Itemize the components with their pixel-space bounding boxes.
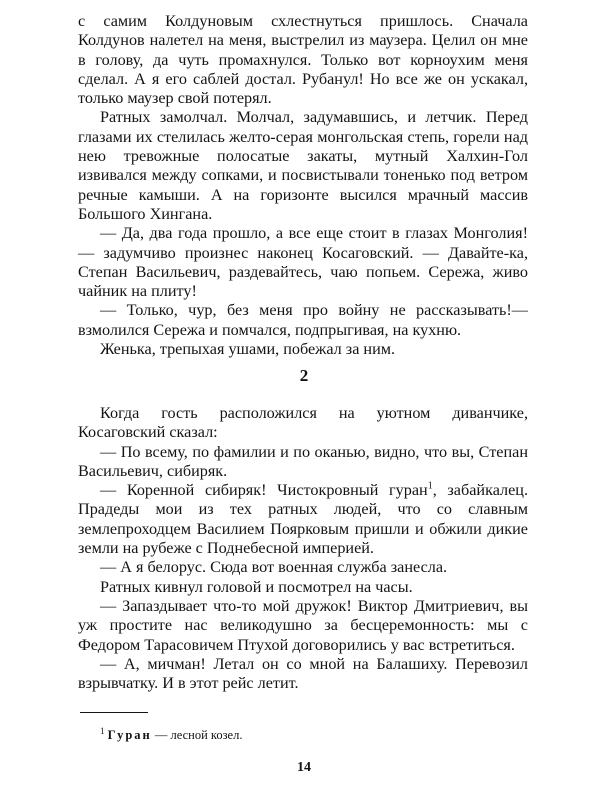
paragraph: с самим Колдуновым схлестнуться пришлось. Сначала Колдунов налетел на меня, выстрелил из маузера. Целил он мне в голову, да чуть промахнулся. Только вот корноухим меня сделал. А я его саблей достал. Рубанул! Но все же он ускакал, только маузер свой потерял. [78, 12, 528, 108]
paragraph-with-footnote [78, 481, 528, 558]
paragraph: — Запаздывает что-то мой дружок! Виктор Дмитриевич, вы уж простите нас великодушно за бесцеремонность: мы с Федором Тарасовичем Птухой договорились у вас встретиться. [78, 596, 528, 654]
chapter-number: 2 [299, 366, 309, 385]
paragraph: — А я белорус. Сюда вот военная служба занесла. [100, 558, 448, 577]
footnote-mark: 1 [100, 725, 105, 736]
text-block-top [78, 12, 528, 359]
paragraph: — А, мичман! Летал он со мной на Балашиху. Перевозил взрывчатку. И в этот рейс летит. [78, 654, 528, 693]
paragraph-text: — Коренной сибиряк! Чистокровный гуран [100, 481, 428, 500]
paragraph: Когда гость расположился на уютном диванчике, Косаговский сказал: [78, 404, 528, 442]
footnote-term: Гуран [107, 728, 152, 742]
footnote-reference: 1 [427, 480, 433, 492]
paragraph-text: , забайкалец. Прадеды мои из тех ратных людей, что со славным землепроходцем Василием Поярковым пришли и обжили дикие земли на рубеже с Поднебесной империей. [78, 481, 528, 558]
footnote [100, 725, 243, 743]
paragraph: — Только, чур, без меня про войну не рассказывать!— взмолился Сережа и помчался, подпрыгивая, на кухню. [78, 301, 528, 339]
footnote-definition: — лесной козел. [151, 728, 243, 742]
paragraph: Женька, трепыхая ушами, побежал за ним. [100, 340, 396, 359]
paragraph: Ратных кивнул головой и посмотрел на часы. [100, 577, 413, 596]
footnote-divider [80, 712, 148, 713]
page-number: 14 [297, 760, 311, 775]
paragraph: — По всему, по фамилии и по оканью, видно, что вы, Степан Васильевич, сибиряк. [78, 442, 528, 480]
paragraph: — Да, два года прошло, а все еще стоит в глазах Монголия! — задумчиво произнес наконец Косаговский. — Давайте-ка, Степан Васильевич, раздевайтесь, чаю попьем. Сережа, живо чайник на плиту! [78, 224, 528, 301]
text-block-bottom [78, 404, 528, 693]
paragraph: Ратных замолчал. Молчал, задумавшись, и летчик. Перед глазами их стелилась желто-серая монгольская степь, горели над нею тревожные полосатые закаты, мутный Халхин-Гол извивался между сопками, и посвистывали тоненько под ветром речные камыши. А на горизонте высился мрачный массив Большого Хингана. [78, 108, 528, 223]
